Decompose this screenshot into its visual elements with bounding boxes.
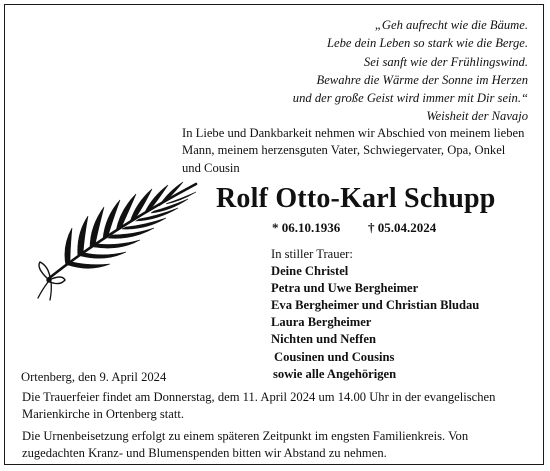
mourner-name: Eva Bergheimer und Christian Bludau bbox=[271, 298, 480, 313]
palm-branch-icon bbox=[18, 176, 208, 306]
poem-attribution: Weisheit der Navajo bbox=[426, 109, 528, 124]
poem-line-3: Sei sanft wie der Frühlingswind. bbox=[363, 54, 528, 69]
deceased-name: Rolf Otto-Karl Schupp bbox=[216, 183, 496, 214]
place-date: Ortenberg, den 9. April 2024 bbox=[21, 370, 167, 384]
mourners-label: In stiller Trauer: bbox=[271, 247, 353, 261]
funeral-notice: Die Trauerfeier findet am Donnerstag, dem 11. April 2024 um 14.00 Uhr in der evangelischen Marienkirche in Ortenberg statt. bbox=[22, 390, 496, 421]
poem-block bbox=[188, 16, 528, 126]
mourner-name: Deine Christel bbox=[271, 264, 349, 279]
mourners-block bbox=[271, 246, 531, 383]
poem-line-4: Bewahre die Wärme der Sonne im Herzen bbox=[316, 72, 528, 87]
death-date: † 05.04.2024 bbox=[368, 220, 437, 235]
poem-line-2: Lebe dein Leben so stark wie die Berge. bbox=[327, 36, 528, 51]
mourner-name: Petra und Uwe Bergheimer bbox=[271, 281, 419, 296]
mourner-name: Nichten und Neffen bbox=[271, 332, 376, 347]
mourner-name: Laura Bergheimer bbox=[271, 315, 372, 330]
mourner-name: Cousinen und Cousins bbox=[274, 349, 395, 364]
birth-date: * 06.10.1936 bbox=[272, 220, 341, 235]
intro-text: In Liebe und Dankbarkeit nehmen wir Abschied von meinem lieben Mann, meinem herzensguten Vater, Schwiegervater, Opa, Onkel und Cousin bbox=[182, 126, 525, 175]
poem-line-5: und der große Geist wird immer mit Dir sein.“ bbox=[292, 91, 528, 106]
urn-notice: Die Urnenbeisetzung erfolgt zu einem späteren Zeitpunkt im engsten Familienkreis. Von zugedachten Kranz- und Blumenspenden bitten wir Abstand zu nehmen. bbox=[22, 429, 469, 460]
poem-line-1: „Geh aufrecht wie die Bäume. bbox=[374, 18, 528, 32]
mourner-name: sowie alle Angehörigen bbox=[273, 366, 397, 381]
